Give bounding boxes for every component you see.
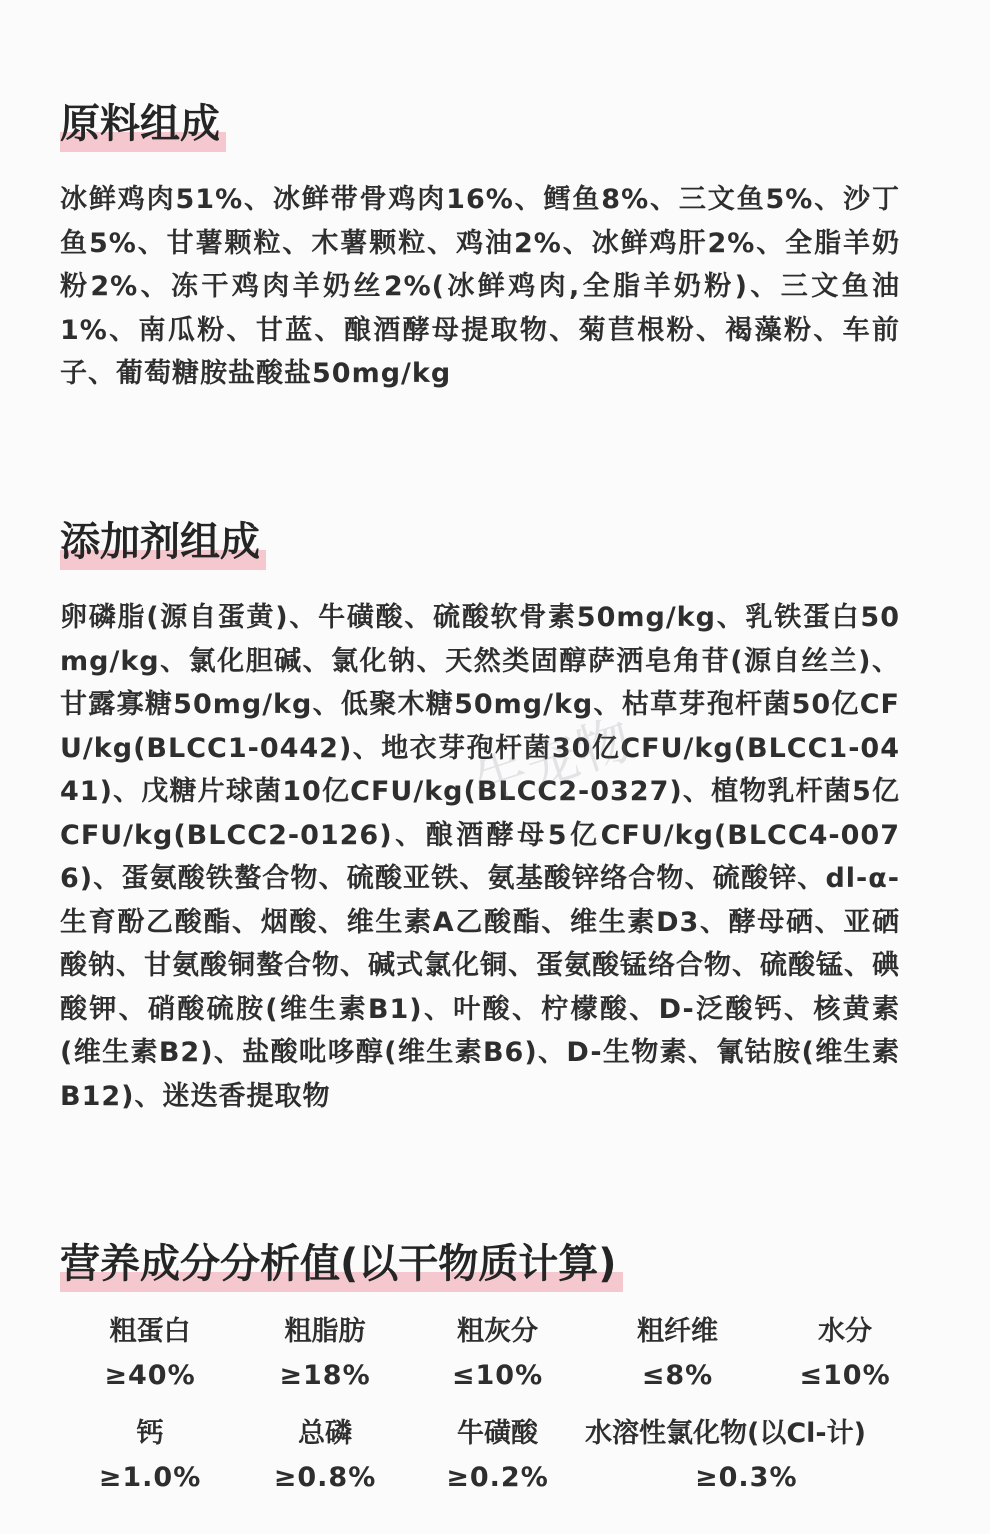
nutrition-label: 水分 (818, 1316, 872, 1347)
nutrition-value: ≥0.8% (273, 1462, 377, 1493)
nutrition-value: ≤10% (451, 1360, 544, 1391)
nutrition-item-chloride (585, 1412, 920, 1500)
additives-text: 卵磷脂(源自蛋黄)、牛磺酸、硫酸软骨素50mg/kg、乳铁蛋白50mg/kg、氯化胆碱、氯化钠、天然类固醇萨洒皂角苷(源自丝兰)、甘露寡糖50mg/kg、低聚木糖50mg/kg、枯草芽孢杆菌50亿CFU/kg(BLCC1-0442)、地衣芽孢杆菌30亿CFU/kg(BLCC1-0441)、戊糖片球菌10亿CFU/kg(BLCC2-0327)、植物乳杆菌5亿CFU/kg(BLCC2-0126)、酿酒酵母5亿CFU/kg(BLCC4-0076)、蛋氨酸铁螯合物、硫酸亚铁、氨基酸锌络合物、硫酸锌、dl-α-生育酚乙酸酯、烟酸、维生素A乙酸酯、维生素D3、酵母硒、亚硒酸钠、甘氨酸铜螯合物、碱式氯化铜、蛋氨酸锰络合物、硫酸锰、碘酸钾、硝酸硫胺(维生素B1)、叶酸、柠檬酸、D-泛酸钙、核黄素(维生素B2)、盐酸吡哆醇(维生素B6)、D-生物素、氰钴胺(维生素B12)、迷迭香提取物 (60, 602, 900, 1112)
nutrition-item-moisture (770, 1310, 920, 1398)
nutrition-item-crude-ash (410, 1310, 585, 1398)
ingredients-heading: 原料组成 (60, 98, 226, 150)
nutrition-value: ≤10% (799, 1360, 891, 1391)
nutrition-value: ≤8% (641, 1360, 714, 1391)
nutrition-heading: 营养成分分析值(以干物质计算) (60, 1238, 623, 1290)
nutrition-value: ≥18% (279, 1360, 371, 1391)
nutrition-item-crude-protein (60, 1310, 240, 1398)
nutrition-label: 粗纤维 (637, 1316, 718, 1347)
nutrition-value: ≥0.3% (695, 1462, 798, 1493)
nutrition-item-total-phosphorus (240, 1412, 410, 1500)
nutrition-value: ≥0.2% (446, 1462, 549, 1493)
nutrition-item-crude-fat (240, 1310, 410, 1398)
nutrition-value: ≥1.0% (98, 1462, 202, 1493)
nutrition-grid (60, 1310, 900, 1500)
nutrition-label: 牛磺酸 (457, 1418, 538, 1449)
ingredients-section (60, 98, 900, 396)
nutrition-value: ≥40% (104, 1360, 196, 1391)
nutrition-label: 总磷 (298, 1418, 352, 1449)
additives-heading: 添加剂组成 (60, 516, 266, 568)
nutrition-item-crude-fiber (585, 1310, 770, 1398)
nutrition-label: 粗脂肪 (284, 1316, 366, 1347)
nutrition-label: 水溶性氯化物(以Cl-计) (585, 1418, 866, 1449)
additives-section (60, 516, 900, 1118)
nutrition-item-calcium (60, 1412, 240, 1500)
nutrition-section (60, 1238, 900, 1500)
nutrition-label: 粗灰分 (457, 1316, 538, 1347)
nutrition-item-taurine (410, 1412, 585, 1500)
ingredients-text: 冰鲜鸡肉51%、冰鲜带骨鸡肉16%、鳕鱼8%、三文鱼5%、沙丁鱼5%、甘薯颗粒、木薯颗粒、鸡油2%、冰鲜鸡肝2%、全脂羊奶粉2%、冻干鸡肉羊奶丝2%(冰鲜鸡肉,全脂羊奶粉)、三文鱼油1%、南瓜粉、甘蓝、酿酒酵母提取物、菊苣根粉、褐藻粉、车前子、葡萄糖胺盐酸盐50mg/kg (60, 184, 900, 389)
nutrition-label: 钙 (136, 1418, 164, 1449)
nutrition-label: 粗蛋白 (109, 1316, 191, 1347)
watermark: 牛宠物 (465, 707, 640, 818)
